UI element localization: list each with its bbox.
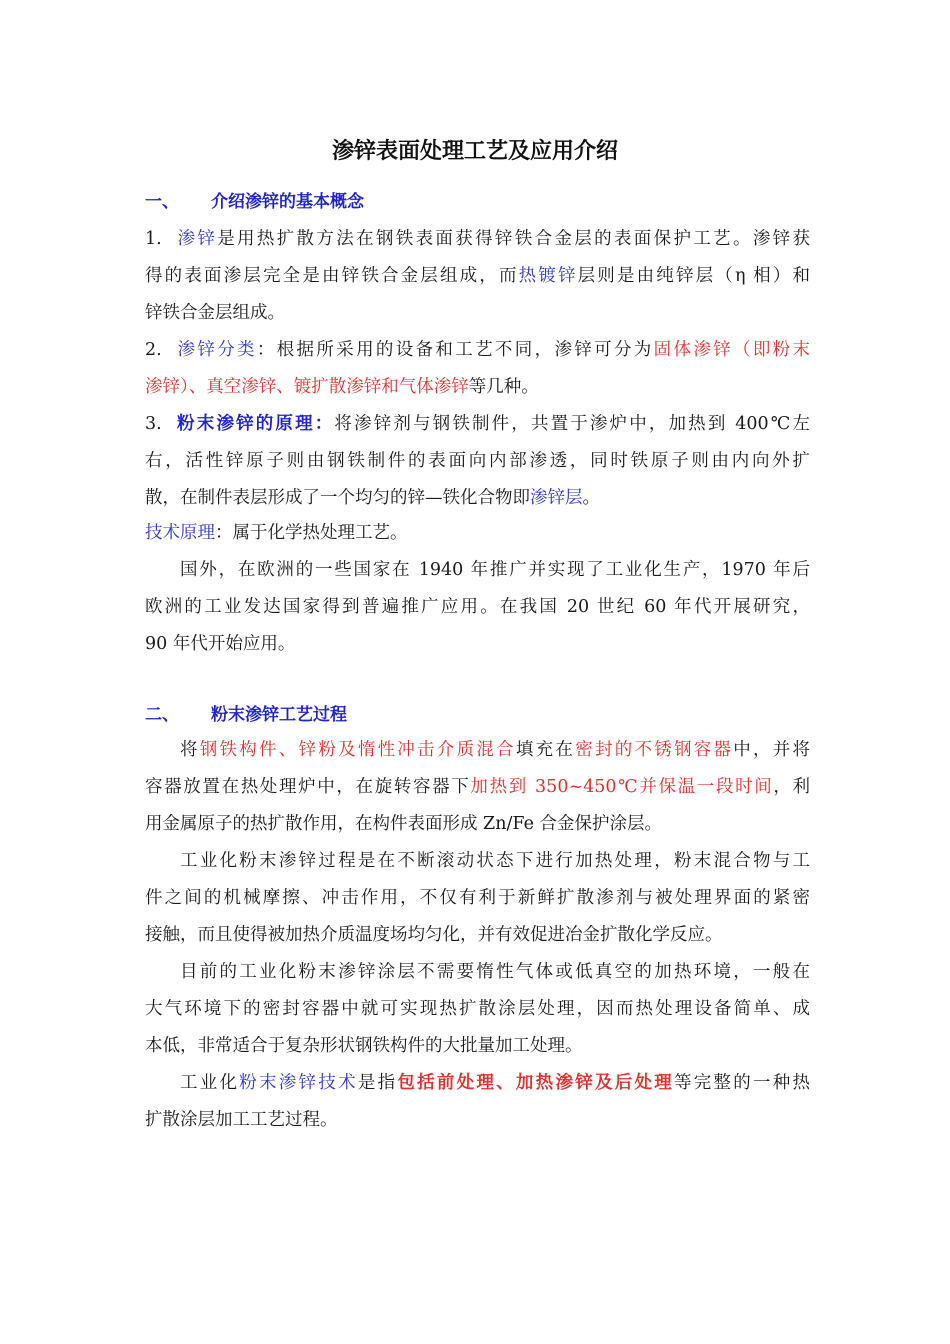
p1-highlight-materials: 钢铁构件、锌粉及惰性冲击介质混合 xyxy=(199,740,516,760)
item-3-line-1 xyxy=(145,409,810,439)
p1-text-b: 填充在 xyxy=(515,740,576,760)
p4-term-technology: 粉末渗锌技术 xyxy=(239,1073,358,1093)
process-p2-line-3: 接触，而且使得被加热介质温度场均匀化，并有效促进冶金扩散化学反应。 xyxy=(145,925,723,945)
p1-text-e: ，利 xyxy=(773,777,810,797)
item-2-line-2 xyxy=(145,372,810,402)
term-classification: 渗锌分类 xyxy=(177,340,257,360)
p1-text-d: 容器放置在热处理炉中，在旋转容器下 xyxy=(145,777,471,797)
history-line-2: 欧洲的工业发达国家得到普遍推广应用。在我国 20 世纪 60 年代开展研究， xyxy=(145,597,810,617)
process-p3-line-2: 大气环境下的密封容器中就可实现热扩散涂层处理，因而热处理设备简单、成 xyxy=(145,999,810,1019)
term-principle: 粉末渗锌的原理： xyxy=(177,414,335,434)
history-line-1: 国外，在欧洲的一些国家在 1940 年推广并实现了工业化生产，1970 年后 xyxy=(180,560,810,580)
process-p1-line-1 xyxy=(180,735,810,765)
process-p3-line-1: 目前的工业化粉末渗锌涂层不需要惰性气体或低真空的加热环境，一般在 xyxy=(180,962,810,982)
p1-highlight-container: 密封的不锈钢容器 xyxy=(575,740,734,760)
term-shenxin: 渗锌 xyxy=(177,229,218,249)
item-1-line-2 xyxy=(145,261,810,291)
section-1-title: 介绍渗锌的基本概念 xyxy=(211,192,364,212)
process-p1-line-3: 用金属原子的热扩散作用，在构件表面形成 Zn/Fe 合金保护涂层。 xyxy=(145,814,662,834)
item-2-highlight-1: 固体渗锌（即粉末 xyxy=(653,340,810,360)
item-1-text-a: 得的表面渗层完全是由锌铁合金层组成，而 xyxy=(145,266,519,286)
p4-text-c: 等完整的一种热 xyxy=(674,1073,810,1093)
item-1-text: 是用热扩散方法在钢铁表面获得锌铁合金层的表面保护工艺。渗锌获 xyxy=(217,229,810,249)
item-1-text-b: 层则是由纯锌层（η 相）和 xyxy=(577,266,810,286)
p1-text-c: 中，并将 xyxy=(733,740,810,760)
section-2-title: 粉末渗锌工艺过程 xyxy=(211,705,347,725)
item-3-text: 将渗锌剂与钢铁制件，共置于渗炉中，加热到 400℃左 xyxy=(334,414,810,434)
process-p4-line-1 xyxy=(180,1068,810,1098)
item-2-text: ：根据所采用的设备和工艺不同，渗锌可分为 xyxy=(256,340,654,360)
item-1-line-3: 锌铁合金层组成。 xyxy=(145,303,285,323)
term-tech-principle: 技术原理 xyxy=(145,523,215,543)
item-3-line-3 xyxy=(145,483,810,513)
tech-principle-text: ：属于化学热处理工艺。 xyxy=(215,523,408,543)
item-2-line-1 xyxy=(145,335,810,365)
item-3-text-b: 。 xyxy=(582,488,600,508)
p1-highlight-temperature: 加热到 350~450℃并保温一段时间 xyxy=(470,777,774,797)
section-1-heading xyxy=(145,187,810,217)
item-3-line-2: 右，活性锌原子则由钢铁制件的表面向内部渗透，同时铁原子则由内向外扩 xyxy=(145,451,810,471)
document-title: 渗锌表面处理工艺及应用介绍 xyxy=(331,139,618,164)
item-3-number: 3. xyxy=(145,414,162,434)
history-line-3: 90 年代开始应用。 xyxy=(145,634,296,654)
p1-text-a: 将 xyxy=(180,740,200,760)
p4-text-a: 工业化 xyxy=(180,1073,240,1093)
item-2-text-end: 等几种。 xyxy=(468,377,539,397)
term-hot-dip: 热镀锌 xyxy=(518,266,578,286)
section-2-number: 二、 xyxy=(145,705,179,725)
process-p2-line-1: 工业化粉末渗锌过程是在不断滚动状态下进行加热处理，粉末混合物与工 xyxy=(180,851,810,871)
item-2-number: 2. xyxy=(145,340,162,360)
term-zinc-layer: 渗锌层 xyxy=(530,488,583,508)
process-p3-line-3: 本低，非常适合于复杂形状钢铁构件的大批量加工处理。 xyxy=(145,1036,583,1056)
process-p4-line-2: 扩散涂层加工工艺过程。 xyxy=(145,1110,338,1130)
item-3-text-a: 散，在制件表层形成了一个均匀的锌—铁化合物即 xyxy=(145,488,530,508)
item-1-number: 1. xyxy=(145,229,162,249)
p4-text-b: 是指 xyxy=(357,1073,398,1093)
process-p1-line-2 xyxy=(145,772,810,802)
item-2-highlight-2: 渗锌）、真空渗锌、镀扩散渗锌和气体渗锌 xyxy=(145,377,469,397)
p4-highlight-steps: 包括前处理、加热渗锌及后处理 xyxy=(397,1073,674,1093)
item-1-line-1 xyxy=(145,224,810,254)
section-2-heading xyxy=(145,700,810,730)
section-1-number: 一、 xyxy=(145,192,179,212)
process-p2-line-2: 件之间的机械摩擦、冲击作用，不仅有利于新鲜扩散渗剂与被处理界面的紧密 xyxy=(145,888,810,908)
tech-principle-line xyxy=(145,518,810,548)
